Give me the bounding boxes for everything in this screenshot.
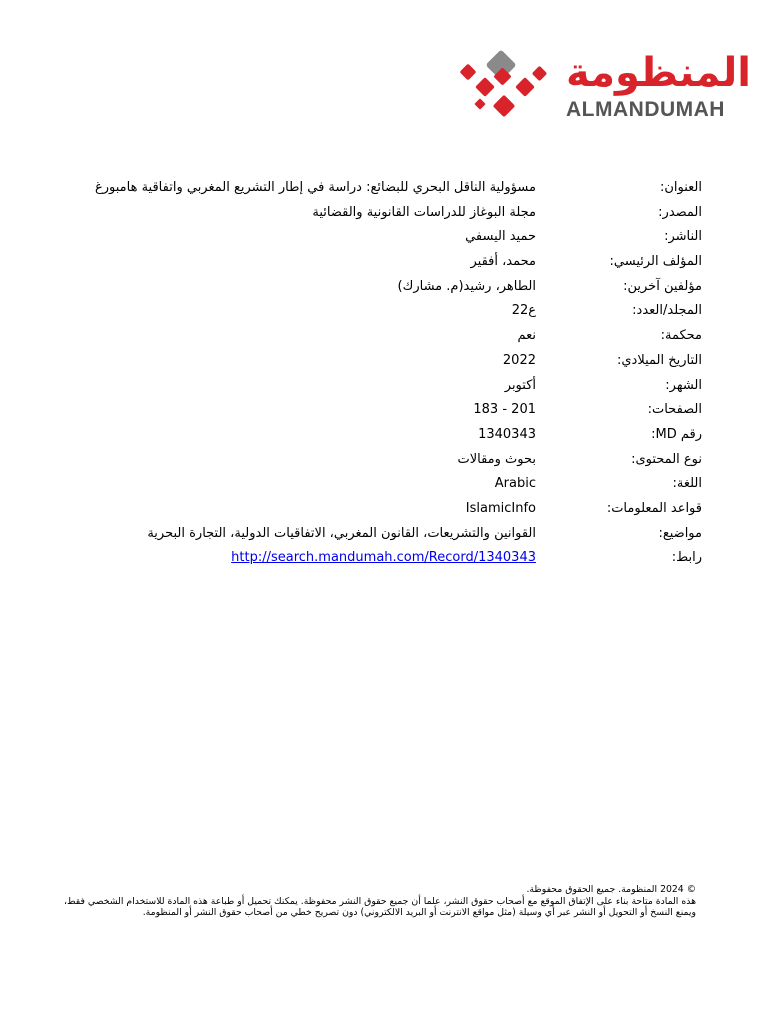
record-row-language: [40, 473, 702, 498]
record-row-date: [40, 350, 702, 375]
field-label: رقم MD:: [651, 426, 702, 442]
field-value: القوانين والتشريعات، القانون المغربي، الاتفاقيات الدولية، التجارة البحرية: [147, 525, 536, 541]
logo-english-text: ALMANDUMAH: [566, 98, 725, 121]
record-row-link: [40, 547, 702, 572]
record-row-title: [40, 177, 702, 202]
field-value: نعم: [517, 328, 536, 344]
record-row-content-type: [40, 449, 702, 474]
logo-diamond-mark: [456, 48, 556, 130]
record-row-volume-issue: [40, 300, 702, 325]
field-value: مسؤولية الناقل البحري للبضائع: دراسة في إطار التشريع المغربي واتفاقية هامبورغ: [94, 180, 536, 195]
copyright-footer: [54, 884, 696, 919]
usage-notice: هذه المادة متاحة بناء على الإتفاق الموقع مع أصحاب حقوق النشر، علما أن جميع حقوق النشر محفوظة. يمكنك تحميل أو طباعة هذه المادة للاستخدام الشخصي فقط، ويمنع النسخ أو التحويل أو النشر عبر أي وسيلة (مثل مواقع الانترنت أو البريد الالكتروني) دون تصريح خطي من أصحاب حقوق النشر أو المنظومة.: [63, 895, 696, 918]
field-value: ع22: [511, 303, 536, 319]
copyright-line: © 2024 المنظومة. جميع الحقوق محفوظة.: [526, 884, 696, 895]
logo-tile-right1: [532, 66, 548, 82]
field-value: Arabic: [494, 476, 536, 492]
record-row-peer-reviewed: [40, 325, 702, 350]
logo-tile-bottom: [493, 95, 516, 118]
record-row-other-authors: [40, 276, 702, 301]
record-row-pages: [40, 399, 702, 424]
field-value: [36, 547, 536, 569]
field-label: مؤلفين آخرين:: [623, 278, 702, 294]
field-label: التاريخ الميلادي:: [617, 352, 702, 368]
record-row-month: [40, 375, 702, 400]
field-label: نوع المحتوى:: [631, 451, 702, 467]
field-label: العنوان:: [659, 180, 702, 195]
field-value: الطاهر، رشيد(م. مشارك): [397, 278, 536, 294]
field-value: مجلة البوغاز للدراسات القانونية والقضائية: [312, 204, 536, 220]
field-label: مواضيع:: [658, 525, 702, 541]
logo-tile-left1: [460, 64, 477, 81]
field-label: الناشر:: [664, 229, 702, 245]
record-row-publisher: [40, 226, 702, 251]
field-label: الصفحات:: [647, 402, 702, 418]
logo-tile-right2: [515, 77, 535, 97]
field-value: بحوث ومقالات: [457, 451, 536, 467]
field-label: الشهر:: [665, 377, 702, 393]
field-label: محكمة:: [660, 328, 702, 344]
record-row-source: [40, 202, 702, 227]
record-row-main-author: [40, 251, 702, 276]
field-label: المؤلف الرئيسي:: [609, 254, 702, 270]
record-row-database: [40, 498, 702, 523]
almandumah-logo: [456, 48, 751, 130]
field-value: 2022: [502, 352, 536, 368]
field-value: IslamicInfo: [465, 500, 536, 516]
record-link[interactable]: http://search.mandumah.com/Record/1340343: [231, 550, 536, 566]
field-value: حميد اليسفي: [465, 229, 536, 245]
field-value: 1340343: [478, 426, 536, 442]
field-label: اللغة:: [672, 476, 702, 492]
record-details: [40, 177, 702, 572]
field-label: المجلد/العدد:: [632, 303, 702, 319]
record-row-md-number: [40, 424, 702, 449]
logo-tile-small: [474, 98, 485, 109]
logo-tile-left2: [475, 77, 495, 97]
field-value: 201 - 183: [473, 402, 536, 418]
field-label: المصدر:: [658, 204, 702, 220]
field-value: محمد، أفقير: [470, 254, 536, 270]
logo-arabic-text: المنظومة: [566, 50, 751, 96]
field-value: أكتوبر: [504, 377, 536, 393]
field-label: رابط:: [671, 550, 702, 566]
record-row-subjects: [40, 523, 702, 548]
field-label: قواعد المعلومات:: [606, 500, 702, 516]
